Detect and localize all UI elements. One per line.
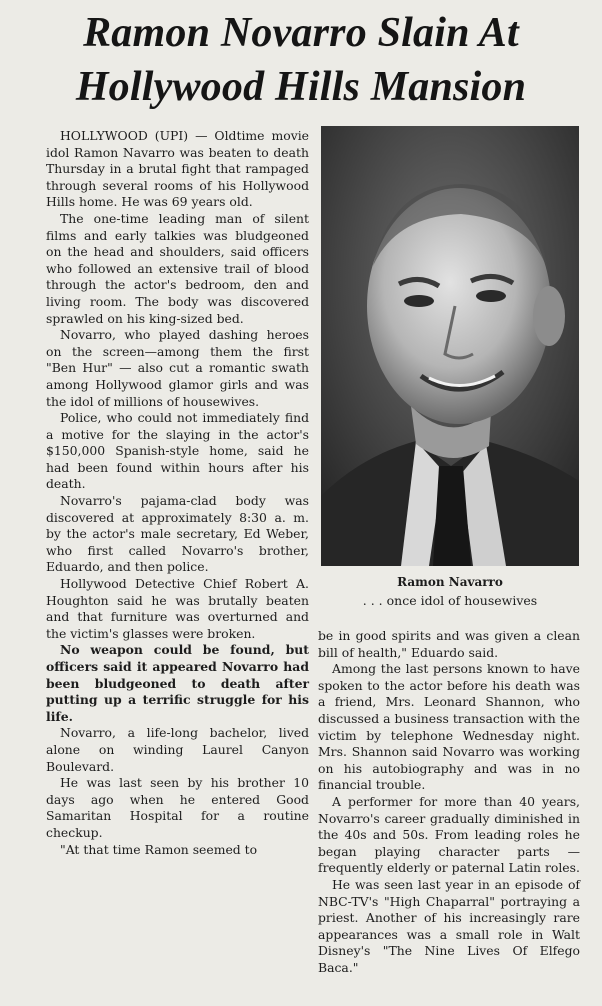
paragraph: Hollywood Detective Chief Robert A. Houghton said he was brutally beaten and that furniture was overturned and the victim's glasses were broken. [46, 576, 309, 641]
headline [0, 6, 602, 114]
paragraph: Among the last persons known to have spoken to the actor before his death was a friend, Mrs. Leonard Shannon, who discussed a business transaction with the victim by telephone Wednesday night. Mrs. Shannon said Novarro was working on his autobiography and was in no financial trouble. [318, 661, 580, 793]
paragraph: Novarro, who played dashing heroes on the screen—among them the first "Ben Hur" — also cut a romantic swath among Hollywood glamor girls and was the idol of millions of housewives. [46, 327, 309, 409]
headline-line-2: Hollywood Hills Mansion [75, 64, 527, 110]
paragraph: He was last seen by his brother 10 days ago when he entered Good Samaritan Hospital for a routine checkup. [46, 775, 309, 840]
paragraph: HOLLYWOOD (UPI) — Oldtime movie idol Ramon Navarro was beaten to death Thursday in a brutal fight that rampaged through several rooms of his Hollywood Hills home. He was 69 years old. [46, 128, 309, 210]
article-column-1 [46, 128, 309, 858]
paragraph: Novarro's pajama-clad body was discovered at approximately 8:30 a. m. by the actor's male secretary, Ed Weber, who first called Novarro's brother, Eduardo, and then police. [46, 493, 309, 575]
article-column-2 [318, 628, 580, 976]
paragraph: He was seen last year in an episode of NBC-TV's "High Chaparral" portraying a priest. Another of his increasingly rare appearances was a small role in Walt Disney's "The Nine Lives Of Elfego Baca." [318, 876, 580, 975]
paragraph: be in good spirits and was given a clean bill of health," Eduardo said. [318, 628, 580, 660]
paragraph: A performer for more than 40 years, Novarro's career gradually diminished in the 40s and 50s. From leading roles he began playing character parts — frequently elderly or paternal Latin roles. [318, 793, 580, 876]
paragraph: Novarro, a life-long bachelor, lived alone on winding Laurel Canyon Boulevard. [46, 725, 309, 774]
portrait-photo [321, 126, 579, 566]
photo-caption-name: Ramon Navarro [397, 575, 503, 589]
portrait-illustration [321, 126, 579, 566]
paragraph: Police, who could not immediately find a motive for the slaying in the actor's $150,000 Spanish-style home, said he had been found within hours after his death. [46, 410, 309, 492]
paragraph: "At that time Ramon seemed to [60, 841, 258, 857]
paragraph: The one-time leading man of silent films and early talkies was bludgeoned on the head and shoulders, said officers who followed an extensive trail of blood through the actor's bedroom, den and living room. The body was discovered sprawled on his king-sized bed. [46, 210, 309, 326]
bold-paragraph: No weapon could be found, but officers said it appeared Novarro had been bludgeoned to death after putting up a terrific struggle for his life. [46, 642, 309, 724]
headline-line-1: Ramon Novarro Slain At [83, 10, 519, 56]
photo-caption-subtitle: . . . once idol of housewives [362, 593, 538, 608]
